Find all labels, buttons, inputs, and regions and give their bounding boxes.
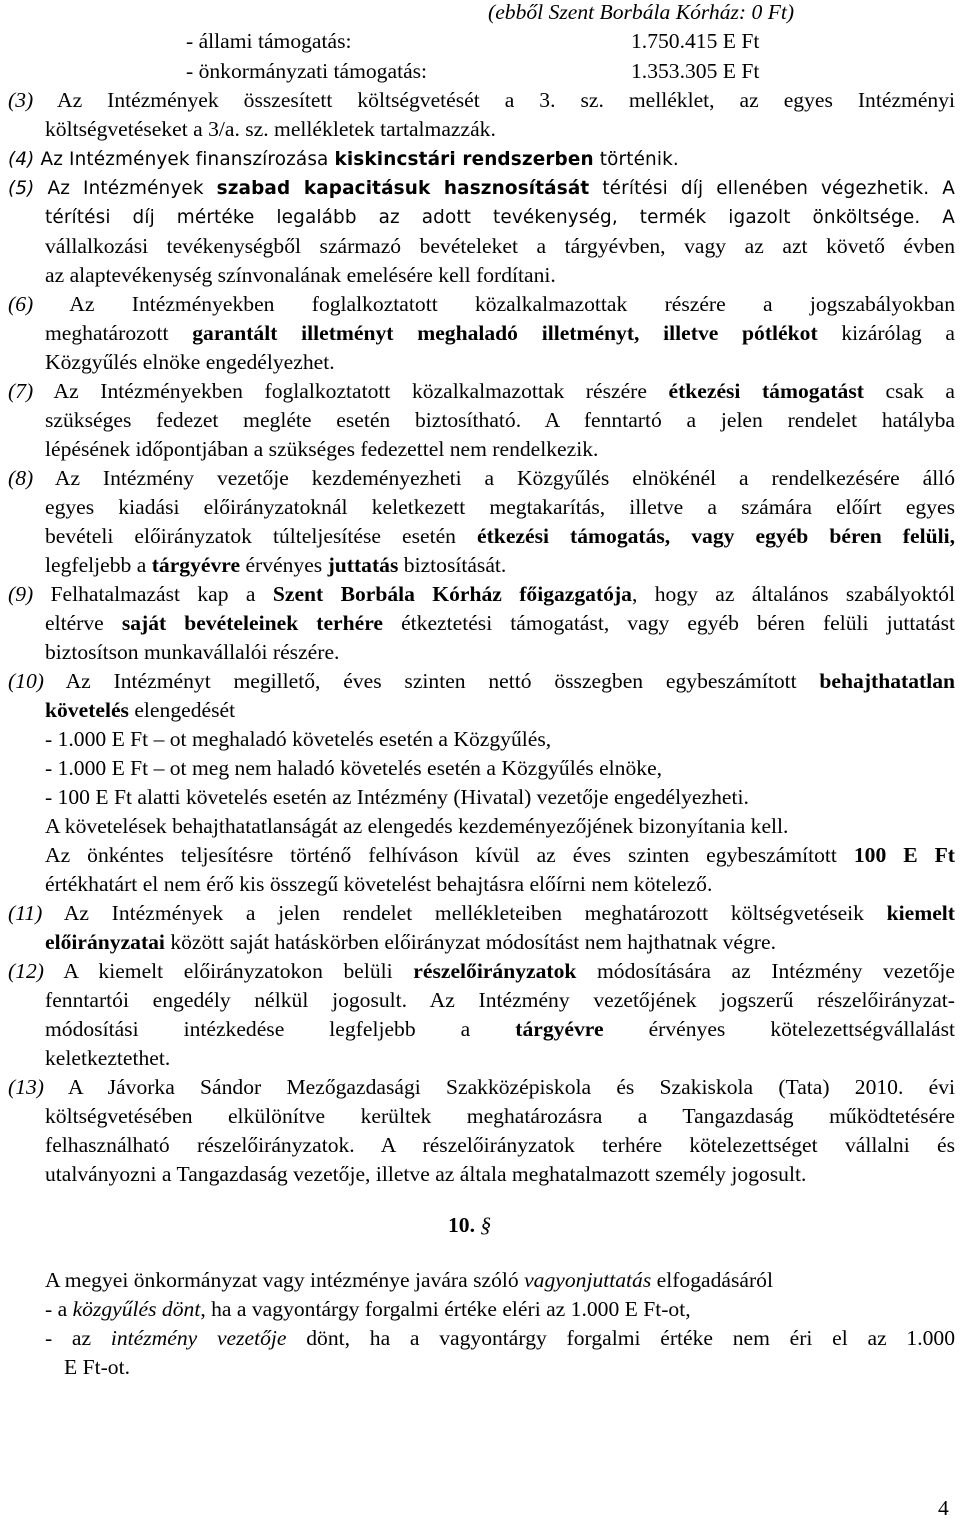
section-number: 10. [448, 1213, 475, 1237]
text-run: A Jávorka Sándor Mezőgazdasági Szakközépiskola és Szakiskola (Tata) 2010. évi [43, 1075, 955, 1099]
paragraph-8-line [45, 551, 506, 581]
section-heading [448, 1211, 491, 1241]
paragraph-10-line [45, 841, 955, 871]
text-run: - a [45, 1297, 73, 1321]
section-10-line [45, 1324, 955, 1354]
text-run: étkeztetési támogatást, vagy egyéb béren felüli juttatást [383, 611, 955, 635]
text-run: Az Intézmények a jelen rendelet mellékleteiben meghatározott költségvetéseik [42, 901, 887, 925]
paragraph-6-line: Közgyűlés elnöke engedélyezhet. [45, 350, 335, 374]
paragraph-13-line: költségvetésében elkülönítve kerültek meghatározásra a Tangazdaság működtetésére [45, 1104, 955, 1128]
paragraph-10-line: értékhatárt el nem érő kis összegű követelést behajtásra előírni nem kötelező. [45, 872, 713, 896]
funding-note: (ebből Szent Borbála Kórház: 0 Ft) [488, 0, 795, 24]
paragraph-number: (8) [8, 466, 34, 490]
bold-phrase: étkezési támogatás, vagy egyéb béren felüli, [477, 524, 955, 548]
paragraph-number: (11) [8, 901, 43, 925]
text-run: A megyei önkormányzat vagy intézménye javára szóló [45, 1268, 525, 1292]
page-number: 4 [938, 1496, 949, 1520]
text-run: Az önkéntes teljesítésre történő felhíváson kívül az éves szinten egybeszámított [45, 843, 854, 867]
text-run: , ha a vagyontárgy forgalmi értéke eléri az 1.000 E Ft-ot, [200, 1297, 691, 1321]
paragraph-4-line [8, 145, 679, 175]
list-item: - 1.000 E Ft – ot meghaladó követelés esetén a Közgyűlés, [45, 727, 552, 751]
paragraph-11-line [45, 928, 776, 958]
paragraph-8-line [45, 522, 955, 552]
paragraph-5-line: vállalkozási tevékenységből származó bevételeket a tárgyévben, vagy az azt követő évben [45, 234, 955, 258]
paragraph-5-line: az alaptevékenység színvonalának emelésére kell fordítani. [45, 263, 556, 287]
paragraph-10-line [45, 696, 235, 726]
paragraph-number: (10) [8, 669, 44, 693]
bold-phrase: szabad kapacitásuk hasznosítását [216, 178, 590, 199]
paragraph-number: (5) [8, 178, 35, 199]
italic-phrase: intézmény vezetője [110, 1326, 287, 1350]
paragraph-5-line [8, 174, 955, 204]
italic-phrase: közgyűlés dönt [72, 1297, 201, 1321]
bold-phrase: kiemelt [886, 901, 955, 925]
text-run: Az Intézményt megillető, éves szinten nettó összegben egybeszámított [43, 669, 820, 693]
text-run: módosítására az Intézmény vezetője [576, 959, 955, 983]
paragraph-3-line [8, 86, 955, 116]
text-run: Az Intézmények összesített költségvetését a 3. sz. melléklet, az egyes Intézményi [33, 88, 955, 112]
paragraph-7-line: lépésének időpontjában a szükséges fedezettel nem rendelkezik. [45, 437, 599, 461]
paragraph-number: (6) [8, 292, 34, 316]
text-run: között saját hatáskörben előirányzat módosítást nem hajthatnak végre. [164, 930, 776, 954]
paragraph-7-line [8, 377, 955, 407]
paragraph-13-line: utalványozni a Tangazdaság vezetője, illetve az általa meghatalmazott személy jogosult. [45, 1162, 807, 1186]
text-run: Felhatalmazást kap a [33, 582, 273, 606]
paragraph-12-line [8, 957, 955, 987]
text-run: elengedését [128, 698, 236, 722]
text-run: bevételi előirányzatok túlteljesítése esetén [45, 524, 478, 548]
paragraph-12-line: fenntartói engedély nélkül jogosult. Az Intézmény vezetőjének jogszerű részelőirányzat- [45, 988, 955, 1012]
bold-phrase: kiskincstári rendszerben [334, 149, 594, 170]
paragraph-9-line: biztosítson munkavállalói részére. [45, 640, 340, 664]
paragraph-12-line [45, 1015, 955, 1045]
bold-phrase: behajthatatlan [819, 669, 955, 693]
item-amount: 1.353.305 E Ft [631, 59, 760, 83]
paragraph-13-line: felhasználható részelőirányzatok. A részelőirányzatok terhére kötelezettséget vállalni és [45, 1133, 955, 1157]
bold-phrase: étkezési támogatást [668, 379, 864, 403]
text-run: biztosítását. [398, 553, 507, 577]
paragraph-13-line [8, 1073, 955, 1103]
paragraph-number: (7) [8, 379, 34, 403]
text-run: , hogy az általános szabályoktól [631, 582, 955, 606]
paragraph-12-line: keletkeztethet. [45, 1046, 171, 1070]
paragraph-9-line [45, 609, 955, 639]
text-run: Az Intézmények finanszírozása [34, 149, 335, 170]
paragraph-number: (4) [8, 149, 35, 170]
paragraph-number: (3) [8, 88, 34, 112]
paragraph-number: (13) [8, 1075, 44, 1099]
paragraph-10-line: A követelések behajthatatlanságát az elengedés kezdeményezőjének bizonyítania kell. [45, 814, 789, 838]
text-run: Az Intézmények [34, 178, 217, 199]
item-label: - állami támogatás: [186, 29, 352, 53]
italic-phrase: vagyonjuttatás [524, 1268, 652, 1292]
bold-phrase: részelőirányzatok [413, 959, 577, 983]
section-10-line [45, 1295, 691, 1325]
bold-phrase: saját bevételeinek terhére [121, 611, 384, 635]
text-run: elfogadásáról [651, 1268, 773, 1292]
text-run: eltérve [45, 611, 122, 635]
text-run: dönt, ha a vagyontárgy forgalmi értéke nem éri el az 1.000 [286, 1326, 955, 1350]
text-run: térítési díj ellenében végezhetik. A [589, 178, 955, 199]
paragraph-6-line [8, 290, 955, 320]
text-run: csak a [863, 379, 955, 403]
paragraph-7-line: szükséges fedezet megléte esetén biztosítható. A fenntartó a jelen rendelet hatályba [45, 408, 955, 432]
section-symbol: § [480, 1213, 492, 1237]
text-run: - az [45, 1326, 111, 1350]
item-label: - önkormányzati támogatás: [186, 59, 428, 83]
item-amount: 1.750.415 E Ft [631, 29, 760, 53]
section-10-line [45, 1266, 773, 1296]
text-run: érvényes kötelezettségvállalást [603, 1017, 955, 1041]
text-run: kizárólag a [817, 321, 956, 345]
text-run: Az Intézmény vezetője kezdeményezheti a Közgyűlés elnökénél a rendelkezésére álló [33, 466, 955, 490]
bold-phrase: garantált illetményt meghaladó illetményt, illetve pótlékot [192, 321, 818, 345]
text-run: Az Intézményekben foglalkoztatott közalkalmazottak részére a jogszabályokban [33, 292, 955, 316]
bold-phrase: tárgyévre [515, 1017, 604, 1041]
bold-phrase: 100 E Ft [853, 843, 955, 867]
text-run: módosítási intézkedése legfeljebb a [45, 1017, 516, 1041]
paragraph-number: (9) [8, 582, 34, 606]
paragraph-8-line [8, 464, 955, 494]
text-run: Az Intézményekben foglalkoztatott közalkalmazottak részére [33, 379, 669, 403]
bold-phrase: tárgyévre [151, 553, 241, 577]
bold-phrase: Szent Borbála Kórház főigazgatója [272, 582, 632, 606]
paragraph-3-line: költségvetéseket a 3/a. sz. mellékletek tartalmazzák. [45, 117, 496, 141]
paragraph-9-line [8, 580, 955, 610]
text-run: A kiemelt előirányzatokon belüli [43, 959, 414, 983]
paragraph-8-line: egyes kiadási előirányzatoknál keletkezett megtakarítás, illetve a számára előírt egyes [45, 495, 955, 519]
text-run: történik. [593, 149, 679, 170]
list-item: - 100 E Ft alatti követelés esetén az Intézmény (Hivatal) vezetője engedélyezheti. [45, 785, 749, 809]
paragraph-6-line [45, 319, 955, 349]
list-item: - 1.000 E Ft – ot meg nem haladó követelés esetén a Közgyűlés elnöke, [45, 756, 663, 780]
paragraph-number: (12) [8, 959, 44, 983]
text-run: meghatározott [45, 321, 193, 345]
text-run: érvényes [240, 553, 328, 577]
bold-phrase: előirányzatai [45, 930, 165, 954]
paragraph-10-line [8, 667, 955, 697]
paragraph-5-line: térítési díj mértéke legalább az adott tevékenység, termék igazolt önköltsége. A [45, 207, 955, 228]
bold-phrase: juttatás [327, 553, 399, 577]
section-10-line: E Ft-ot. [64, 1355, 130, 1379]
text-run: legfeljebb a [45, 553, 152, 577]
bold-phrase: követelés [45, 698, 129, 722]
paragraph-11-line [8, 899, 955, 929]
